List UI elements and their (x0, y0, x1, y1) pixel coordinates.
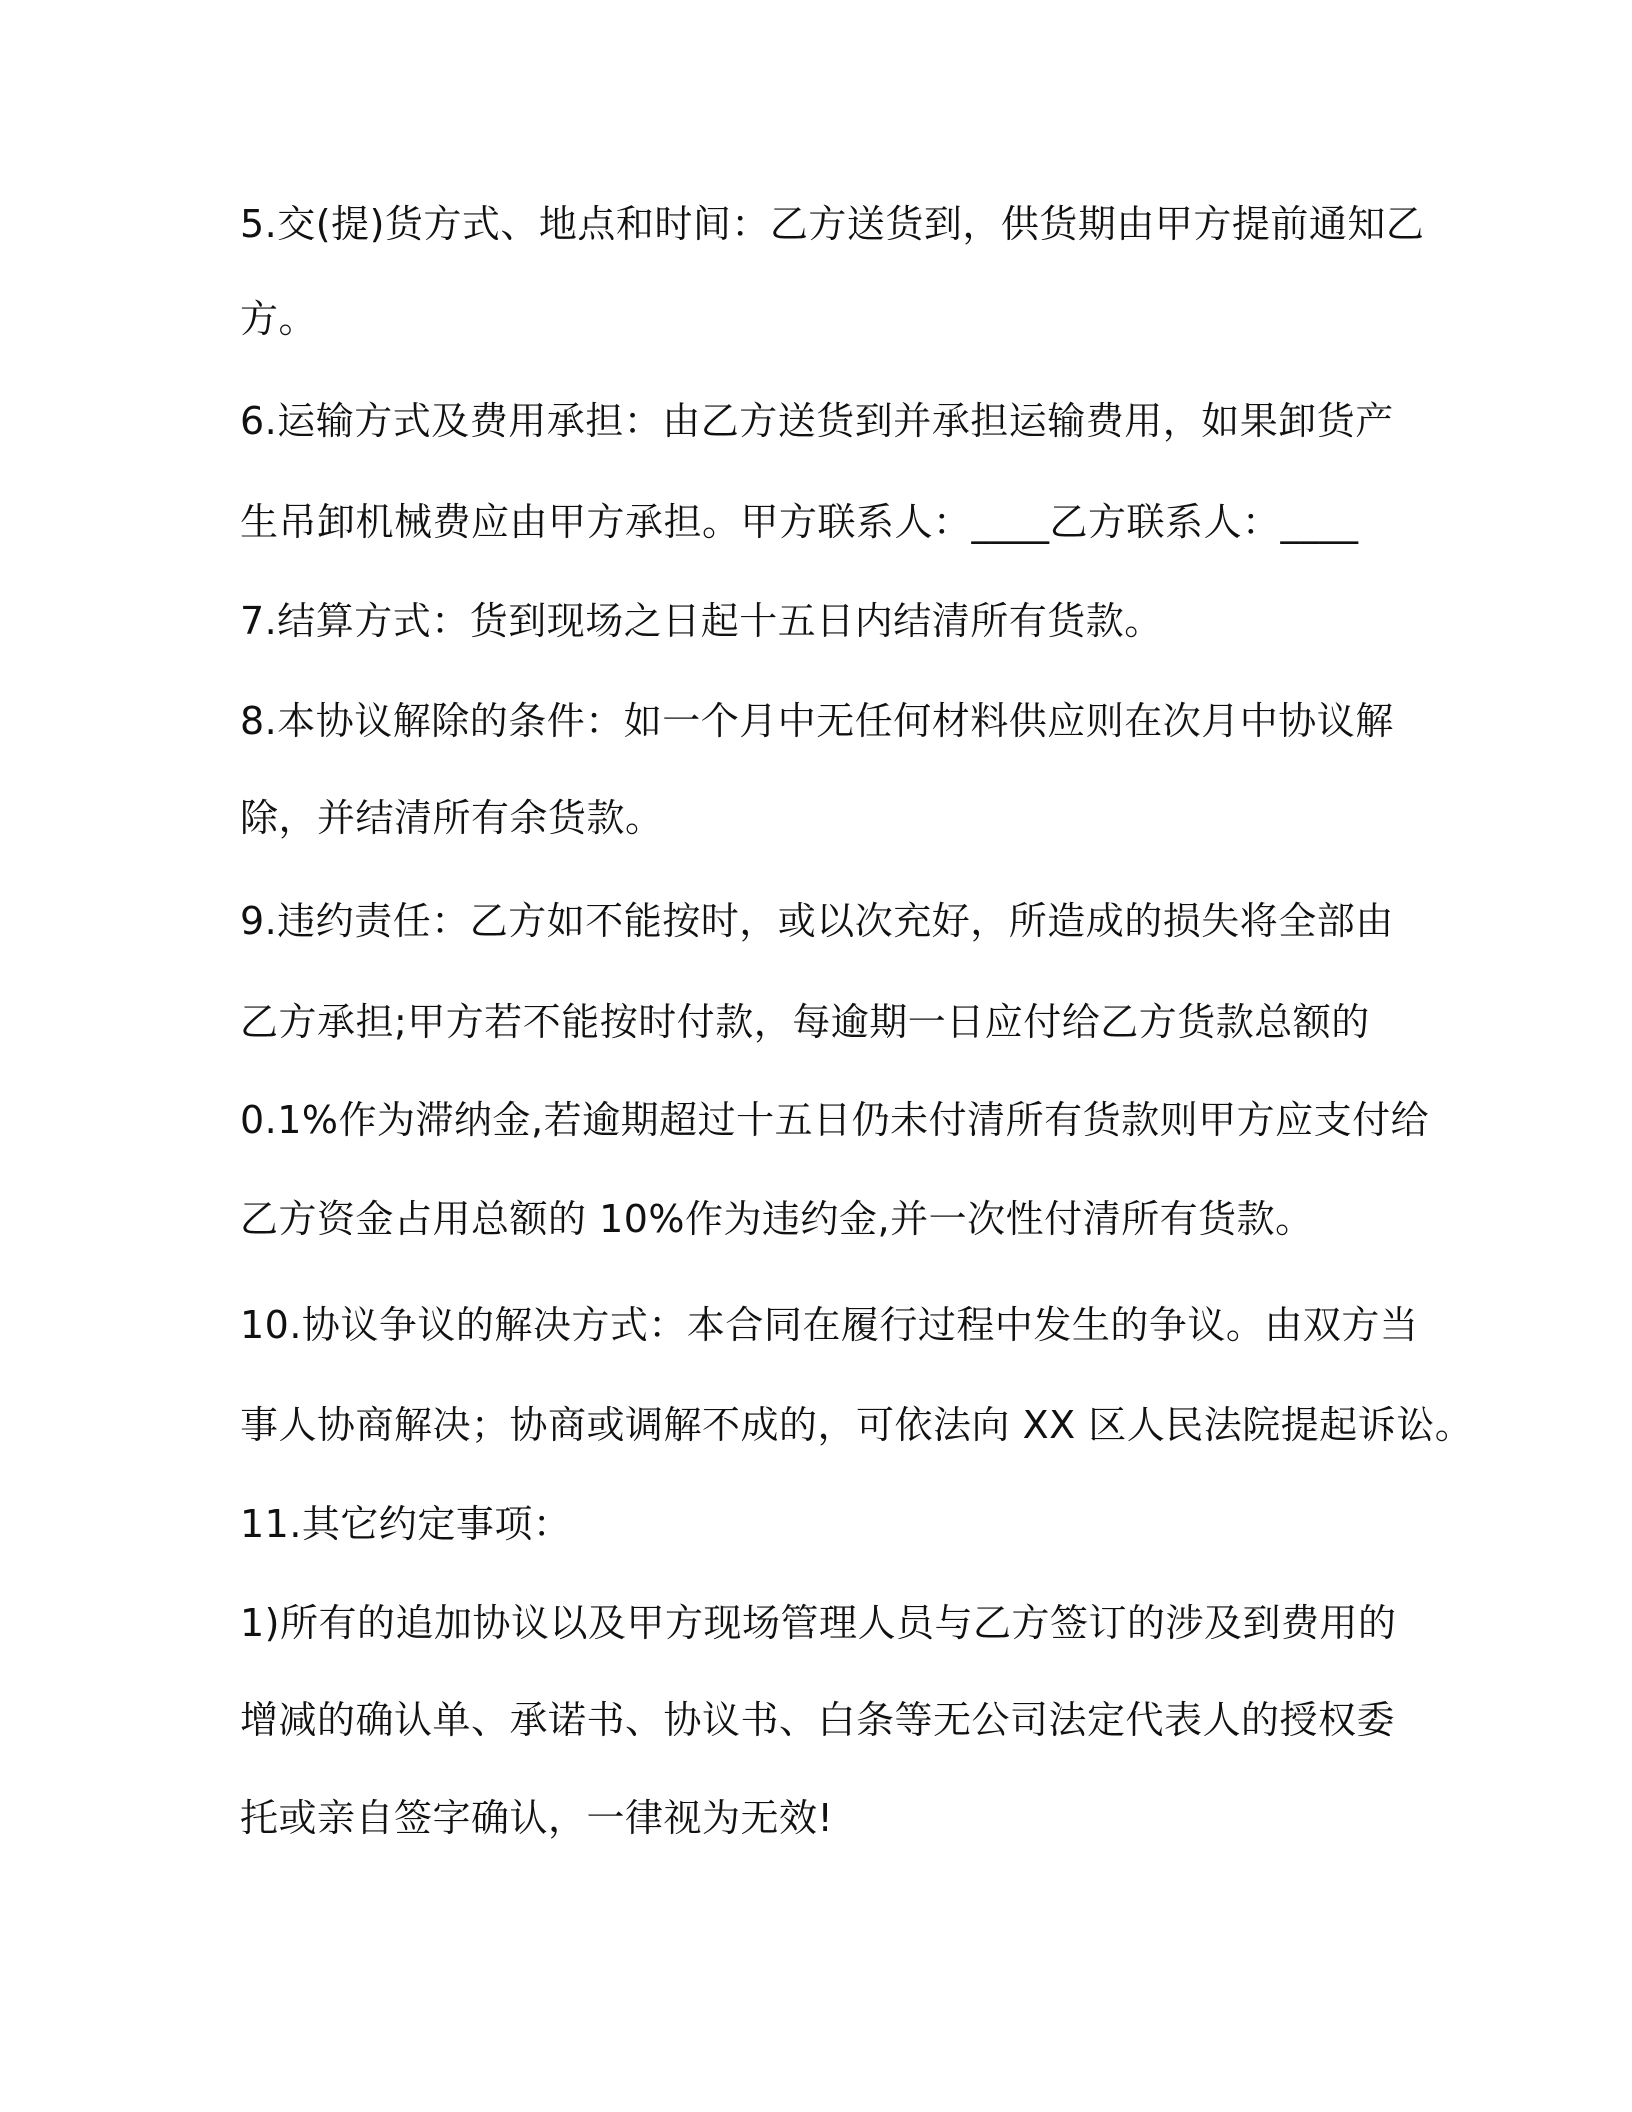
clause-11-item-1-line-3: 托或亲自签字确认，一律视为无效! (240, 1796, 834, 1840)
clause-9-line-2: 乙方承担;甲方若不能按时付款，每逾期一日应付给乙方货款总额的 (240, 1000, 1370, 1044)
clause-9-line-1: 9.违约责任：乙方如不能按时，或以次充好，所造成的损失将全部由 (240, 899, 1394, 943)
clause-8-line-2: 除，并结清所有余货款。 (240, 796, 664, 840)
clause-5-line-2: 方。 (240, 297, 318, 341)
clause-7-line-1: 7.结算方式：货到现场之日起十五日内结清所有货款。 (240, 599, 1163, 643)
clause-11-item-1-line-2: 增减的确认单、承诺书、协议书、白条等无公司法定代表人的授权委 (240, 1698, 1396, 1742)
clause-10-line-2: 事人协商解决；协商或调解不成的，可依法向 XX 区人民法院提起诉讼。 (240, 1403, 1474, 1447)
clause-9-line-3: 0.1%作为滞纳金,若逾期超过十五日仍未付清所有货款则甲方应支付给 (240, 1098, 1430, 1142)
clause-8-line-1: 8.本协议解除的条件：如一个月中无任何材料供应则在次月中协议解 (240, 699, 1394, 743)
clause-6-line-2: 生吊卸机械费应由甲方承担。甲方联系人：____乙方联系人：____ (240, 500, 1359, 544)
clause-11-item-1-line-1: 1)所有的追加协议以及甲方现场管理人员与乙方签订的涉及到费用的 (240, 1601, 1397, 1645)
clause-11-heading: 11.其它约定事项： (240, 1502, 572, 1546)
clause-9-line-4: 乙方资金占用总额的 10%作为违约金,并一次性付清所有货款。 (240, 1197, 1314, 1241)
clause-5-line-1: 5.交(提)货方式、地点和时间：乙方送货到，供货期由甲方提前通知乙 (240, 202, 1425, 246)
clause-6-line-1: 6.运输方式及费用承担：由乙方送货到并承担运输费用，如果卸货产 (240, 399, 1394, 443)
clause-10-line-1: 10.协议争议的解决方式：本合同在履行过程中发生的争议。由双方当 (240, 1303, 1419, 1347)
